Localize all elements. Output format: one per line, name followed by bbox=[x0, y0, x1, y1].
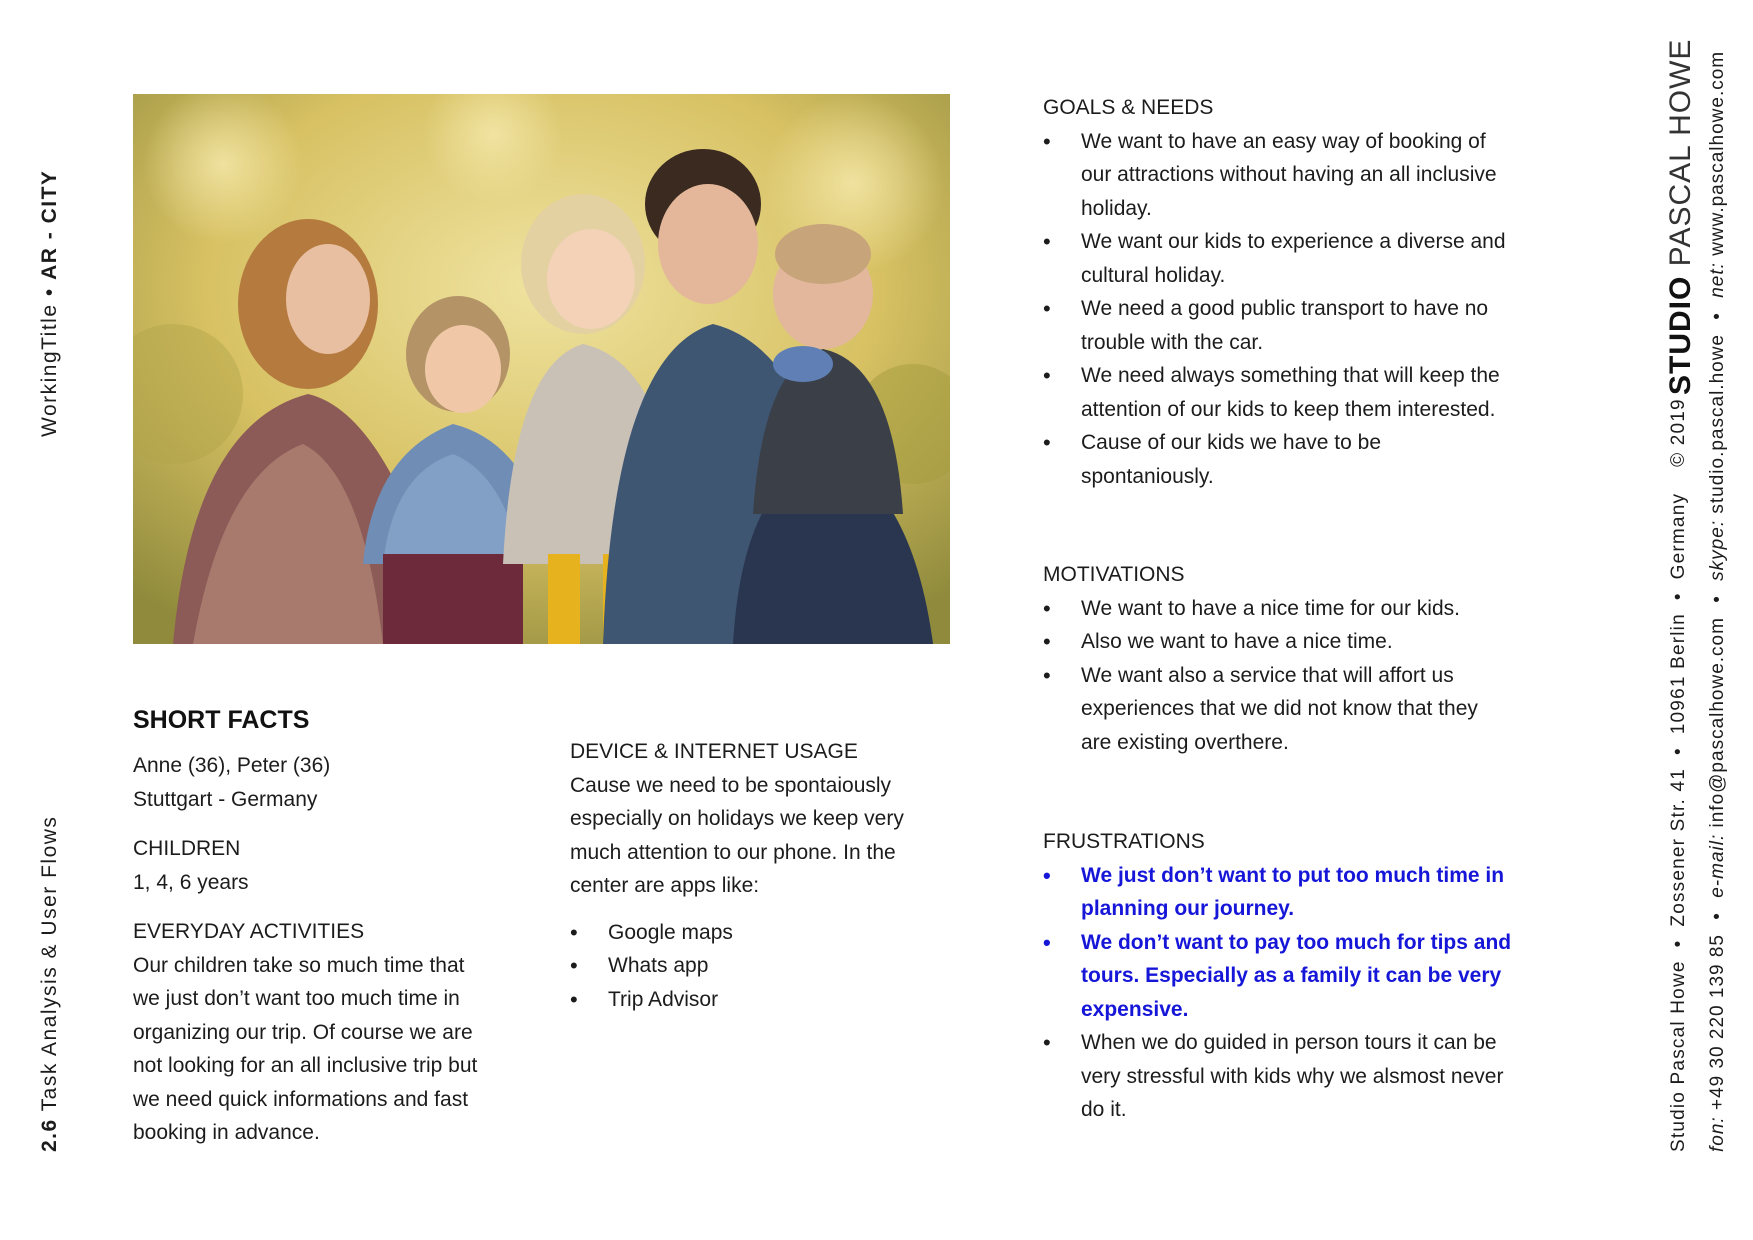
short-facts-title: SHORT FACTS bbox=[133, 706, 310, 734]
email-address[interactable]: info@pascalhowe.com bbox=[1707, 617, 1728, 828]
children-heading: CHILDREN bbox=[133, 837, 241, 860]
family-photo-image bbox=[133, 94, 950, 644]
list-item-line: are existing overthere. bbox=[1081, 730, 1289, 754]
project-subtitle: AR - CITY bbox=[38, 169, 61, 280]
short-facts bbox=[133, 749, 533, 1150]
motivations-heading: MOTIVATIONS bbox=[1043, 563, 1185, 586]
list-item-line: We need a good public transport to have no bbox=[1081, 297, 1489, 320]
email-label: e-mail: bbox=[1707, 833, 1728, 898]
list-item-line: holiday. bbox=[1081, 196, 1152, 220]
list-item-line: We want to have a nice time for our kids. bbox=[1081, 596, 1460, 620]
list-item bbox=[1043, 225, 1543, 292]
section-title: Task Analysis & User Flows bbox=[38, 815, 61, 1112]
device-usage-line: Cause we need to be spontaiously bbox=[570, 773, 892, 797]
everyday-line: booking in advance. bbox=[133, 1121, 320, 1144]
list-item bbox=[1043, 359, 1543, 426]
list-item-line: Also we want to have a nice time. bbox=[1081, 630, 1393, 653]
list-item-line: planning our journey. bbox=[1081, 897, 1295, 920]
everyday-line: we need quick informations and fast bbox=[133, 1087, 469, 1111]
list-item bbox=[1043, 125, 1543, 226]
list-item-line: We don’t want to pay too much for tips and bbox=[1081, 930, 1512, 954]
everyday-line: Our children take so much time that bbox=[133, 953, 465, 977]
website-link[interactable]: www.pascalhowe.com bbox=[1707, 50, 1728, 256]
device-usage-line: much attention to our phone. In the bbox=[570, 840, 896, 864]
motivations-section bbox=[1043, 558, 1543, 759]
everyday-line: we just don’t want too much time in bbox=[133, 987, 460, 1010]
list-item-line: We want to have an easy way of booking of bbox=[1081, 129, 1486, 153]
contact-line: fon: +49 30 220 139 85 • e-mail: info@pascalhowe.com • skype: studio.pascal.howe • net: www.pascalhowe.com bbox=[1707, 50, 1728, 1152]
goals-list bbox=[1043, 125, 1543, 494]
persona-names: Anne (36), Peter (36) bbox=[133, 754, 331, 777]
list-item-line: We just don’t want to put too much time in bbox=[1081, 863, 1505, 887]
list-item-line: When we do guided in person tours it can be bbox=[1081, 1031, 1497, 1054]
children-value: 1, 4, 6 years bbox=[133, 870, 249, 894]
list-item-line: tours. Especially as a family it can be very bbox=[1081, 964, 1502, 987]
list-item: • Trip Advisor bbox=[570, 983, 930, 1017]
goals-heading: GOALS & NEEDS bbox=[1043, 96, 1214, 119]
fon-label: fon: bbox=[1707, 1116, 1728, 1152]
list-item-line: We need always something that will keep the bbox=[1081, 364, 1500, 387]
list-item-line: Cause of our kids we have to be bbox=[1081, 431, 1382, 454]
frustrations-heading: FRUSTRATIONS bbox=[1043, 830, 1205, 853]
list-item bbox=[1043, 292, 1543, 359]
section-label bbox=[38, 816, 62, 1152]
frustrations-section bbox=[1043, 825, 1543, 1127]
project-label bbox=[38, 170, 62, 437]
list-item: • Google maps bbox=[570, 916, 930, 950]
brand-bold: STUDIO bbox=[1664, 275, 1697, 395]
list-item bbox=[1043, 625, 1543, 659]
brand-logo bbox=[1664, 39, 1698, 395]
device-usage-line: center are apps like: bbox=[570, 874, 760, 897]
net-label: net: bbox=[1707, 262, 1728, 298]
everyday-line: organizing our trip. Of course we are bbox=[133, 1020, 473, 1044]
list-item-line: We want our kids to experience a diverse and bbox=[1081, 230, 1506, 253]
persona-location: Stuttgart - Germany bbox=[133, 787, 318, 811]
list-item bbox=[1043, 426, 1543, 493]
brand-light: PASCAL HOWE bbox=[1664, 38, 1697, 267]
device-usage-heading: DEVICE & INTERNET USAGE bbox=[570, 740, 858, 763]
list-item-line: do it. bbox=[1081, 1098, 1127, 1121]
skype-handle: studio.pascal.howe bbox=[1707, 334, 1728, 514]
everyday-line: not looking for an all inclusive trip but bbox=[133, 1054, 478, 1077]
list-item-line: attention of our kids to keep them interested. bbox=[1081, 397, 1496, 421]
list-item bbox=[1043, 592, 1543, 626]
goals-section bbox=[1043, 91, 1543, 493]
studio-address: Studio Pascal Howe • Zossener Str. 41 • 10961 Berlin • Germany © 2019 bbox=[1668, 398, 1689, 1152]
list-item-line: spontaniously. bbox=[1081, 464, 1214, 488]
list-item-line: cultural holiday. bbox=[1081, 263, 1226, 287]
list-item-line: We want also a service that will affort us bbox=[1081, 663, 1454, 687]
list-item-line: experiences that we did not know that they bbox=[1081, 697, 1478, 720]
frustrations-list bbox=[1043, 859, 1543, 1127]
list-item-line: expensive. bbox=[1081, 997, 1189, 1021]
list-item-line: our attractions without having an all inclusive bbox=[1081, 163, 1497, 186]
section-number: 2.6 bbox=[38, 1118, 61, 1152]
device-usage bbox=[570, 735, 930, 1016]
list-item bbox=[1043, 1026, 1543, 1127]
list-item-line: very stressful with kids why we alsmost never bbox=[1081, 1064, 1504, 1088]
separator-dot: • bbox=[38, 287, 61, 297]
everyday-heading: EVERYDAY ACTIVITIES bbox=[133, 920, 365, 943]
fon-number: +49 30 220 139 85 bbox=[1707, 934, 1728, 1111]
device-usage-line: especially on holidays we keep very bbox=[570, 807, 904, 830]
list-item: • Whats app bbox=[570, 949, 930, 983]
project-title: WorkingTitle bbox=[38, 303, 61, 437]
list-item bbox=[1043, 659, 1543, 760]
list-item bbox=[1043, 859, 1543, 926]
apps-list bbox=[570, 916, 930, 1017]
motivations-list bbox=[1043, 592, 1543, 760]
list-item-line: trouble with the car. bbox=[1081, 330, 1264, 354]
list-item bbox=[1043, 926, 1543, 1027]
skype-label: skype: bbox=[1707, 519, 1728, 581]
family-photo bbox=[133, 94, 950, 644]
